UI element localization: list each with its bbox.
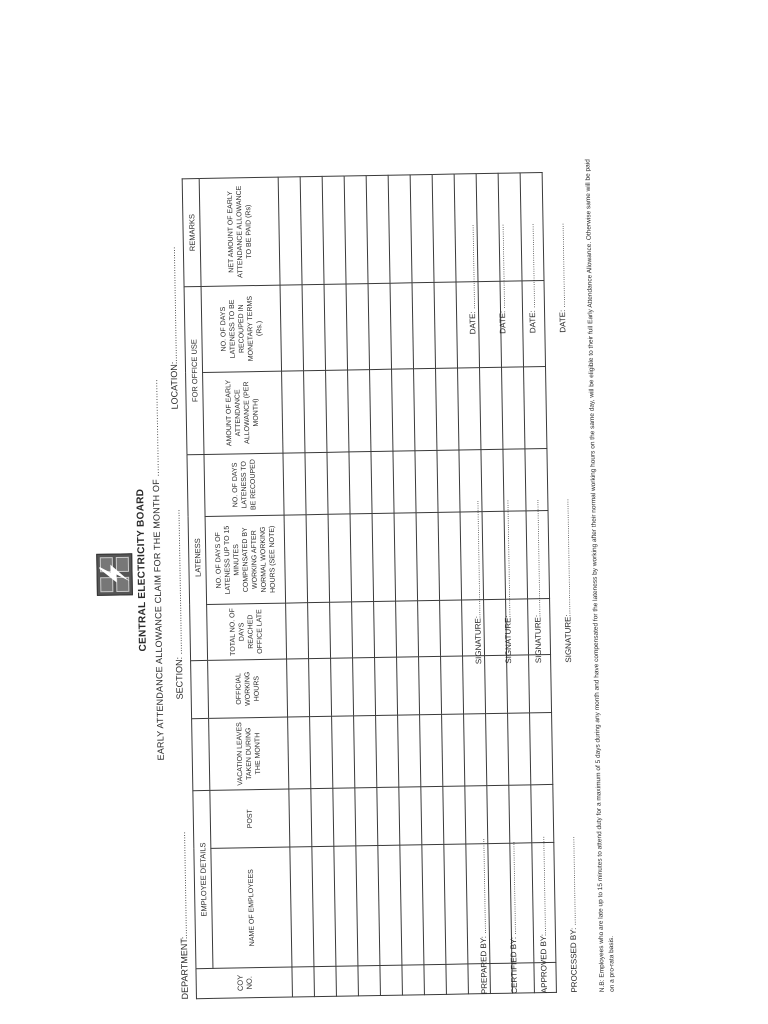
table-cell [354, 716, 377, 788]
table-cell [419, 656, 442, 714]
table-cell [531, 784, 554, 842]
table-cell [422, 844, 446, 964]
table-cell [355, 788, 378, 846]
table-cell [280, 285, 303, 371]
table-cell [327, 452, 350, 514]
recouped-header: NO. OF DAYS LATENESS TO BE RECOUPED [204, 453, 284, 516]
employee-details-header: EMPLOYEE DETAILS [193, 790, 213, 968]
table-cell [509, 785, 532, 843]
table-cell [287, 659, 310, 717]
signature-field: SIGNATURE:.................................................... [471, 500, 484, 665]
approved-by-label: APPROVED BY:............................................ [537, 836, 549, 994]
table-cell [412, 282, 435, 368]
table-cell [310, 716, 333, 788]
coy-no-header: COY NO. [196, 967, 293, 999]
name-header: NAME OF EMPLOYEES [211, 847, 292, 968]
table-cell [288, 717, 311, 789]
table-cell [524, 366, 547, 448]
table-cell [300, 176, 324, 284]
table-cell [309, 658, 332, 716]
table-cell [434, 282, 457, 368]
table-cell [336, 966, 359, 996]
table-cell [348, 370, 371, 452]
date-field: DATE: ...................................... [466, 224, 478, 335]
form-subtitle: EARLY ATTENDANCE ALLOWANCE CLAIM FOR THE MONTH OF .................................... [149, 379, 166, 761]
table-cell [346, 284, 369, 370]
table-cell [414, 368, 437, 450]
form-title: CENTRAL ELECTRICITY BOARD [135, 488, 149, 652]
table-cell [443, 786, 466, 844]
table-cell [390, 283, 413, 369]
table-cell [508, 713, 531, 785]
table-cell [388, 175, 412, 283]
table-cell [290, 847, 314, 967]
section-field: SECTION: .......................................................... [171, 509, 185, 700]
table-cell [396, 601, 419, 657]
table-cell [356, 846, 380, 966]
table-cell [377, 787, 400, 845]
table-cell [420, 714, 443, 786]
table-cell [330, 602, 353, 658]
table-cell [380, 965, 403, 995]
signature-field: SIGNATURE:.................................................... [561, 498, 574, 663]
table-cell [410, 174, 434, 282]
signature-field: SIGNATURE:.................................................... [501, 499, 514, 664]
table-cell [444, 844, 468, 964]
table-cell [324, 284, 347, 370]
table-cell [283, 453, 306, 515]
table-cell [278, 177, 302, 285]
location-field: LOCATION:.............................................. [166, 246, 180, 410]
table-cell [398, 715, 421, 787]
total-late-header: TOTAL NO. OF DAYS REACHED OFFICE LATE [207, 603, 287, 660]
date-field: DATE: ...................................... [526, 223, 538, 334]
table-cell [334, 846, 358, 966]
table-cell [378, 845, 402, 965]
table-cell [432, 174, 456, 282]
table-cell [322, 176, 346, 284]
blank-group-cell [191, 660, 209, 718]
table-cell [292, 967, 315, 997]
table-cell [284, 515, 308, 603]
table-cell [333, 788, 356, 846]
table-cell [286, 603, 309, 659]
table-cell [415, 450, 438, 512]
table-cell [282, 371, 305, 453]
table-cell [438, 512, 462, 600]
table-cell [311, 788, 334, 846]
table-cell [463, 656, 486, 714]
table-cell [374, 601, 397, 657]
claim-form-sheet [135, 132, 630, 1000]
table-cell [480, 367, 503, 449]
net-amount-header: NET AMOUNT OF EARLY ATTENDANCE ALLOWANCE TO BE PAID (Rs) [199, 177, 280, 286]
table-cell [486, 713, 509, 785]
office-use-header: FOR OFFICE USE [184, 286, 204, 454]
amount-header: AMOUNT OF EARLY ATTENDANCE ALLOWANCE (PER MONTH) [203, 371, 283, 454]
footnote: N.B: Employees who are late up to 15 minutes to attend duty for a maximum of 5 days during any month and have compensated for the lateness by working after their normal working hours on the same day, will be eligible to their full Early Attendance Allowance. Otherwise same will be paid on a pro-rata basis. [584, 159, 616, 993]
date-field: DATE: ...................................... [496, 224, 508, 334]
table-cell [436, 368, 459, 450]
working-hours-header: OFFICIAL WORKING HOURS [208, 659, 288, 718]
lateness-header: LATENESS [187, 454, 208, 660]
table-cell [312, 846, 336, 966]
table-cell [344, 176, 368, 284]
table-cell [289, 789, 312, 847]
table-cell [529, 654, 552, 712]
table-cell [421, 786, 444, 844]
table-cell [368, 283, 391, 369]
table-cell [416, 512, 440, 600]
table-cell [370, 369, 393, 451]
certified-by-label: CERTIFIED BY: .......................................... [507, 841, 519, 994]
table-cell [371, 451, 394, 513]
signature-field: SIGNATURE:.................................................... [531, 499, 544, 664]
table-cell [418, 600, 441, 656]
date-field: DATE: ...................................... [556, 222, 568, 333]
table-cell [502, 367, 525, 449]
table-cell [442, 714, 465, 786]
table-cell [440, 600, 463, 656]
table-cell [305, 452, 328, 514]
table-cell [394, 513, 418, 601]
table-cell [326, 370, 349, 452]
table-cell [332, 716, 355, 788]
table-cell [446, 964, 469, 994]
table-cell [314, 966, 337, 996]
table-cell [437, 450, 460, 512]
table-cell [366, 175, 390, 283]
table-cell [308, 602, 331, 658]
table-cell [306, 514, 330, 602]
table-cell [331, 658, 354, 716]
remarks-header: REMARKS [182, 178, 201, 286]
compensated-header: NO. OF DAYS OF LATENESS UP TO 15 MINUTES COMPENSATED BY WORKING AFTER NORMAL WORKING HOURS (SEE NOTE) [205, 515, 286, 604]
table-cell [402, 965, 425, 995]
table-cell [350, 514, 374, 602]
table-cell [530, 712, 553, 784]
table-cell [376, 715, 399, 787]
table-cell [372, 513, 396, 601]
table-cell [399, 787, 422, 845]
table-cell [358, 965, 381, 995]
table-cell [424, 964, 447, 994]
table-cell [465, 786, 488, 844]
table-cell [400, 845, 424, 965]
table-cell [375, 657, 398, 715]
table-cell [392, 369, 415, 451]
processed-by-label: PROCESSED BY: ........................................ [567, 836, 579, 993]
table-cell [353, 658, 376, 716]
blank-group-cell [192, 718, 210, 790]
table-cell [349, 452, 372, 514]
table-cell [302, 284, 325, 370]
prepared-by-label: PREPARED BY: ........................................... [477, 838, 489, 995]
table-cell [487, 785, 510, 843]
monetary-header: NO. OF DAYS LATENESS TO BE RECOUPED IN MONETARY TERMS (Rs.) [201, 285, 281, 372]
post-header: POST [210, 789, 290, 848]
table-cell [352, 602, 375, 658]
table-cell [328, 514, 352, 602]
table-cell [304, 370, 327, 452]
vacation-header: VACATION LEAVES TAKEN DURING THE MONTH [209, 717, 289, 790]
table-cell [464, 714, 487, 786]
department-field: DEPARTMENT:.......................................... [177, 831, 190, 1000]
table-cell [393, 451, 416, 513]
table-cell [441, 656, 464, 714]
table-cell [458, 368, 481, 450]
table-cell [485, 655, 508, 713]
table-cell [397, 657, 420, 715]
ceb-logo [96, 553, 133, 596]
